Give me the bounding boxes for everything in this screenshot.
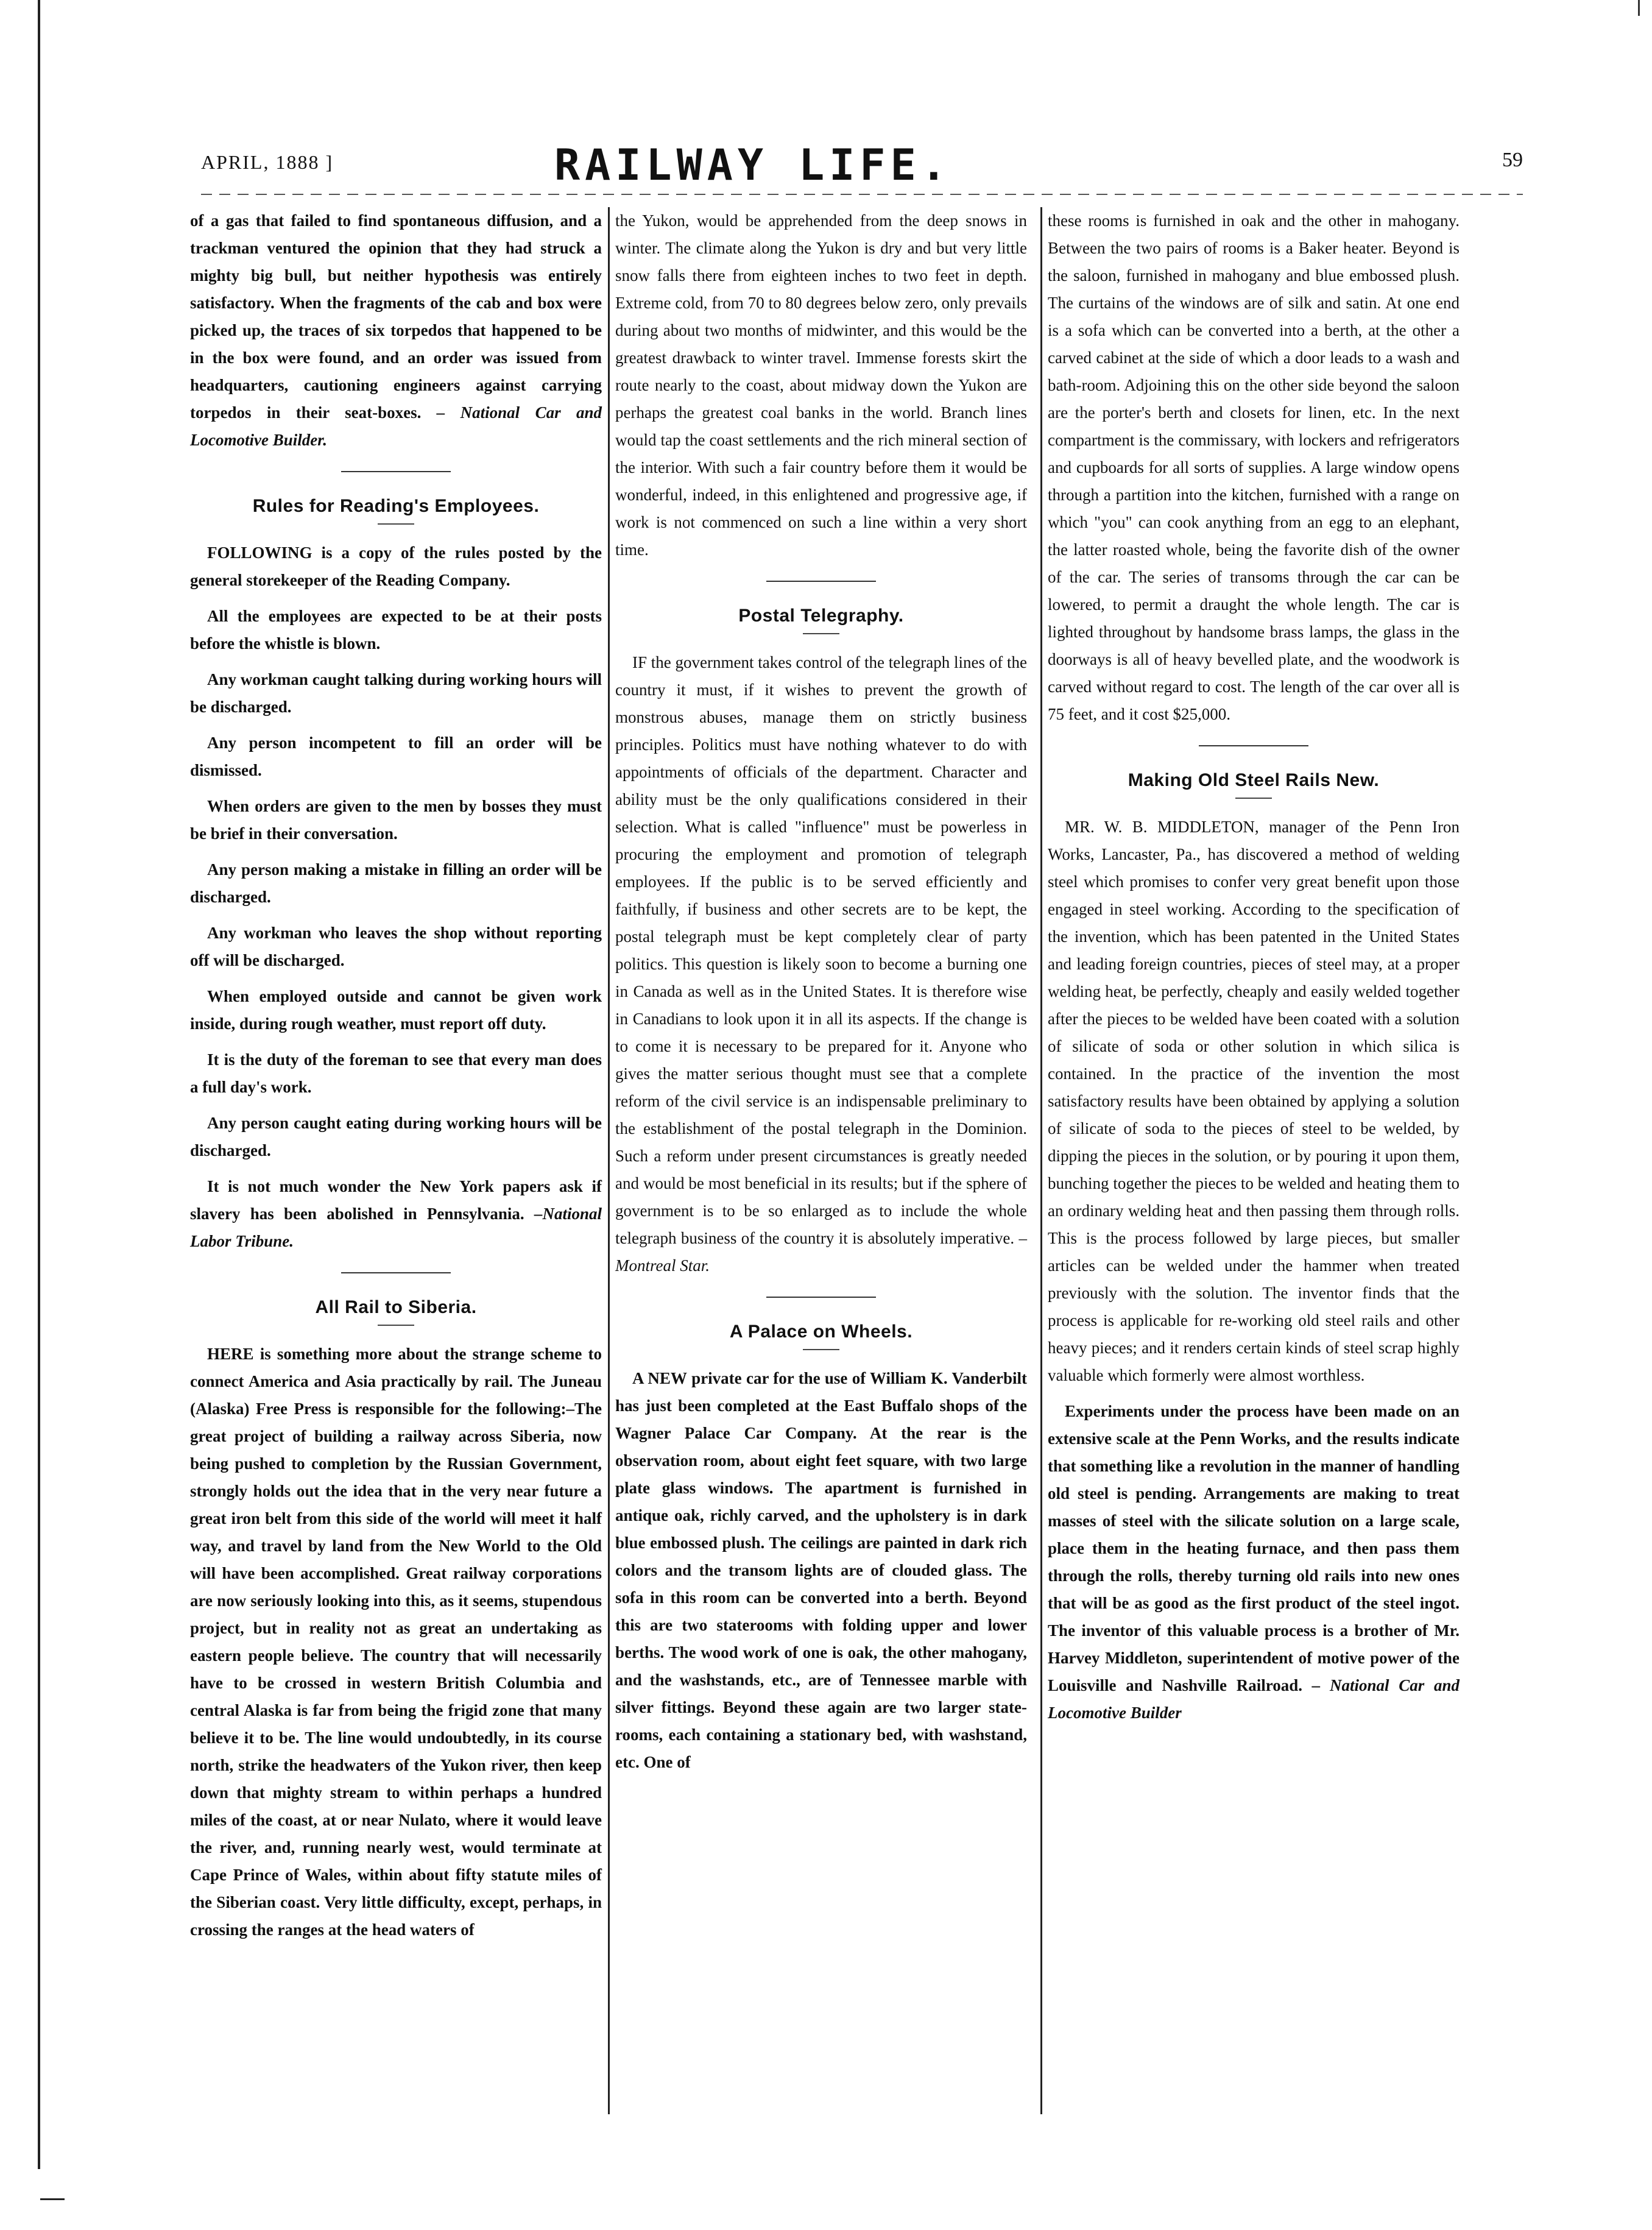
rules-lead-word: FOLLOWING [207,543,312,562]
title-rule [803,1349,839,1350]
article-title-rules: Rules for Reading's Employees. [252,496,540,516]
rule-item: Any workman caught talking during working hours will be discharged. [190,670,602,716]
article-title-rails: Making Old Steel Rails New. [1128,770,1380,790]
page-header [201,140,1523,189]
rails-text-second: Experiments under the process have been made on an extensive scale at the Penn Works, and the results indicate that something like a revolution in the manner of handling old steel is pending. Arrangements are making to treat masses of steel with the silicate solution on a large scale, place them in the heating furnace, and then pass them through the rolls, thereby turning old rails into new ones that will be as good as the first product of the steel ingot. The inventor of this valuable process is a brother of Mr. Harvey Middleton, superintendent of motive power of the Louisville and Nashville Railroad. [1048,1402,1460,1694]
rule-item: Any workman who leaves the shop without reporting off will be discharged. [190,924,602,969]
rule-item: All the employees are expected to be at their posts before the whistle is blown. [190,607,602,653]
continued-paragraph: of a gas that failed to find spontaneous diffusion, and a trackman ventured the opinion that they had struck a mighty big bull, but neither hypothesis was entirely satisfactory. When the fragments of the cab and box were picked up, the traces of six torpedos that happened to be in the box were found, and an order was issued from headquarters, cautioning engineers against carrying torpedos in their seat-boxes. [190,211,602,422]
rules-intro-text: is a copy of the rules posted by the general storekeeper of the Reading Company. [190,543,602,589]
palace-body [615,1365,1027,1776]
rule-item: When employed outside and cannot be given work inside, during rough weather, must report off duty. [190,987,602,1033]
binding-margin-line [38,0,40,2169]
column-two [615,207,1027,1785]
article-source: –National Labor Tribune. [190,1205,602,1250]
article-title-palace: A Palace on Wheels. [729,1322,913,1342]
rule-item: It is the duty of the foreman to see that every man does a full day's work. [190,1050,602,1096]
rule-item: Any person caught eating during working hours will be discharged. [190,1114,602,1159]
header-rule [201,194,1523,195]
article-title-siberia: All Rail to Siberia. [315,1297,477,1317]
page-number: 59 [1502,149,1523,171]
rails-body [1048,813,1460,1389]
article-divider [766,1297,876,1298]
article-source: – National Car and Locomotive Builder [1048,1676,1460,1722]
article-continued [190,207,602,454]
siberia-continued: the Yukon, would be apprehended from the deep snows in winter. The climate along the Yukon is dry and but very little snow falls there from eighteen inches to two feet in depth. Extreme cold, from 70 to 80 degrees below zero, only prevails during about two months of midwinter, and this would be the greatest drawback to winter travel. Immense forests skirt the route nearly to the coast, about midway down the Yukon are perhaps the greatest coal banks in the world. Branch lines would tap the coast settlements and the rich mineral section of the interior. With such a fair country before them it would be wonderful, indeed, in this enlightened and progressive age, if work is not commenced on such a line within a very short time. [615,211,1027,559]
postal-text: the government takes control of the telegraph lines of the country it must, if it wishes to prevent the growth of monstrous abuses, manage them on strictly business principles. Politics must have nothing whatever to do with appointments of officials of the department. Character and ability must be the only qualifications considered in their selection. What is called "influence" must be powerless in procuring the employment and promotion of telegraph employees. If the public is to be served efficiently and faithfully, if business and other secrets are to be kept, the postal telegraph must be kept completely clear of party politics. This question is likely soon to become a burning one in Canada as well as in the United States. It is therefore wise in Canadians to look upon it in all its aspects. If the change is to come it is necessary to be prepared for it. Anyone who gives the matter serious thought must see that a complete reform of the civil service is an indispensable preliminary to the establishment of the postal telegraph in the Dominion. Such a reform under present circumstances is greatly needed and would be most beneficial in its results; but if the sphere of government is to be so enlarged as to include the whole telegraph business of the country it is absolutely imperative. [615,653,1027,1247]
title-rule [378,523,414,525]
rule-item: Any person making a mistake in filling an order will be discharged. [190,860,602,906]
rails-text: manager of the Penn Iron Works, Lancaster, Pa., has discovered a method of welding steel which promises to confer very great benefit upon those engaged in steel working. According to the specification of the invention, which has been patented in the United States and leading foreign countries, pieces of steel may, at a proper welding heat, be perfectly, cheaply and easily welded together after the pieces to be welded have been coated with a solution of silicate of soda or other solution in which silica is contained. In the practice of the invention the most satisfactory results have been obtained by applying a solution of silicate of soda to the pieces of steel to be welded, by dipping the pieces in the solution, or by pouring it upon them, bunching together the pieces to be welded and heating them to an ordinary welding heat and then passing them through rolls. This is the process followed by large pieces, but smaller articles can be welded under the hammer when treated previously with the solution. The inventor finds that the process is applicable for re-working old steel rails and other heavy pieces; and it renders certain kinds of steel scrap highly valuable which formerly were almost worthless. [1048,818,1460,1384]
siberia-text: is something more about the strange scheme to connect America and Asia practically by rail. The Juneau (Alaska) Free Press is responsible for the following:–The great project of building a railway across Siberia, now being pushed to completion by the Russian Government, strongly holds out the idea that in the very near future a great iron belt from this side of the world will meet it half way, and travel by land from the New World to the Old will have been accomplished. Great railway corporations are now seriously looking into this, as it seems, stupendous project, but in reality not as great an undertaking as eastern people believe. The country that will necessarily have to be crossed in western British Columbia and central Alaska is far from being the frigid zone that many believe it to be. The line would undoubtedly, in its course north, strike the headwaters of the Yukon river, then keep down that mighty stream to within perhaps a hundred miles of the coast, at or near Nulato, where it would leave the river, and, running nearly west, would terminate at Cape Prince of Wales, within about fifty statute miles of the Siberian coast. Very little difficulty, except, perhaps, in crossing the ranges at the head waters of [190,1345,602,1939]
siberia-lead-word: HERE [207,1345,254,1363]
palace-continued: these rooms is furnished in oak and the other in mahogany. Between the two pairs of rooms is a Baker heater. Beyond is the saloon, furnished in mahogany and blue embossed plush. The curtains of the windows are of silk and satin. At one end is a sofa which can be converted into a berth, at the other a carved cabinet at the side of which a door leads to a wash and bath-room. Adjoining this on the other side beyond the saloon are the porter's berth and closets for linen, etc. In the next compartment is the commissary, with lockers and refrigerators and cupboards for all sorts of supplies. A large window opens through a partition into the kitchen, furnished with a range on which "you" can cook anything from an egg to an elephant, the latter roasted whole, being the favorite dish of the owner of the car. The series of transoms through the car can be lowered, to permit a draught the whole length. The car is lighted throughout by handsome brass lamps, the glass in the doorways is all of heavy bevelled plate, and the woodwork is carved without regard to cost. The length of the car over all is 75 feet, and it cost $25,000. [1048,211,1460,723]
rails-body-second [1048,1398,1460,1727]
article-divider [341,1272,451,1273]
palace-text: private car for the use of William K. Vanderbilt has just been completed at the East Buffalo shops of the Wagner Palace Car Company. At the rear is the observation room, about eight feet square, with two large plate glass windows. The apartment is furnished in antique oak, richly carved, and the upholstery is in dark blue embossed plush. The ceilings are painted in dark rich colors and the transom lights are of clouded glass. The sofa in this room can be converted into a berth. Beyond this are two staterooms with folding upper and lower berths. The wood work of one is oak, the other mahogany, and the washstands, etc., are of Tennessee marble with silver fittings. Beyond these again are two larger state-rooms, each containing a stationary bed, with washstand, etc. One of [615,1369,1027,1771]
article-divider [766,581,876,582]
column-three [1048,207,1460,1735]
corner-mark [1638,0,1640,16]
rule-item: Any person incompetent to fill an order will be dismissed. [190,734,602,779]
rails-lead-word: MR. W. B. MIDDLETON, [1065,818,1259,836]
siberia-body [190,1340,602,1944]
article-title-postal: Postal Telegraphy. [738,606,904,626]
title-rule [803,633,839,634]
rules-intro [190,539,602,594]
rule-item: When orders are given to the men by bosses they must be brief in their conversation. [190,797,602,843]
binding-margin-tick [40,2198,65,2200]
publication-title: RAILWAY LIFE. [554,140,951,190]
issue-date: APRIL, 1888 ] [201,151,334,173]
article-divider [1199,745,1308,746]
article-divider [341,471,451,472]
rules-closing [190,1173,602,1255]
title-rule [378,1325,414,1326]
postal-body [615,649,1027,1280]
postal-lead-word: IF [632,653,648,671]
palace-lead-word: A NEW [632,1369,687,1387]
column-rule-right [1040,207,1042,2114]
column-rule-left [608,207,610,2114]
article-source: – Montreal Star. [615,1229,1028,1275]
column-one [190,207,602,1952]
article-source: – National Car and Locomotive Builder. [190,403,602,449]
rules-closing-text: It is not much wonder the New York papers ask if slavery has been abolished in Pennsylvania. [190,1177,602,1223]
title-rule [1235,798,1272,799]
